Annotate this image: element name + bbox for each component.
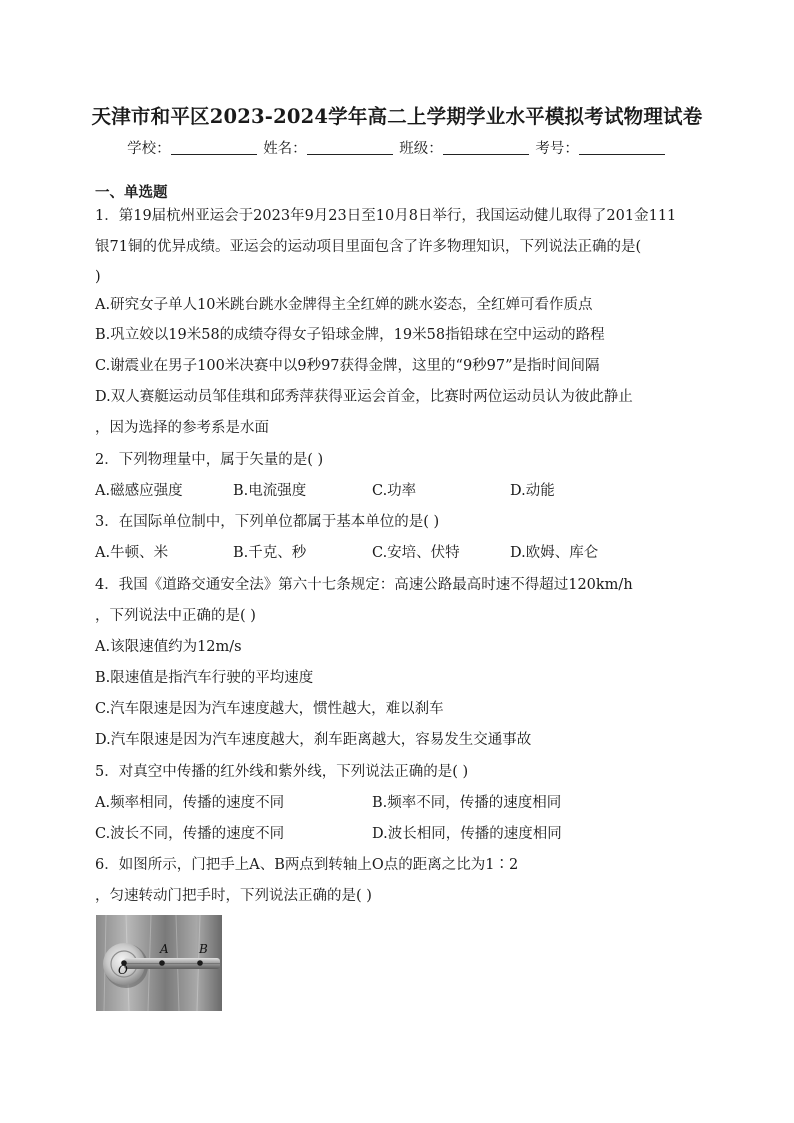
student-info-row [0, 137, 794, 158]
q1-stem-line2: 银71铜的优异成绩。亚运会的运动项目里面包含了许多物理知识，下列说法正确的是( [95, 239, 642, 255]
q4-stem-line1: 4．我国《道路交通安全法》第六十七条规定：高速公路最高时速不得超过120km/h [95, 577, 633, 593]
class-blank[interactable] [443, 140, 529, 155]
q1-option-b: B.巩立姣以19米58的成绩夺得女子铅球金牌，19米58指铅球在空中运动的路程 [95, 327, 605, 343]
q3-option-a: A.牛顿、米 [95, 545, 169, 561]
point-a-dot [159, 960, 165, 966]
school-blank[interactable] [171, 140, 257, 155]
q5-option-c: C.波长不同，传播的速度不同 [95, 826, 285, 842]
q1-stem-line3: ) [95, 269, 101, 285]
q1-option-d-line2: ，因为选择的参考系是水面 [95, 420, 269, 436]
q2-stem: 2．下列物理量中，属于矢量的是( ) [95, 452, 324, 468]
q4-option-b: B.限速值是指汽车行驶的平均速度 [95, 670, 314, 686]
q3-option-b: B.千克、秒 [233, 545, 307, 561]
q3-option-c: C.安培、伏特 [372, 545, 460, 561]
q3-stem: 3．在国际单位制中，下列单位都属于基本单位的是( ) [95, 514, 440, 530]
q5-option-a: A.频率相同，传播的速度不同 [95, 795, 285, 811]
point-a-label: A [160, 942, 169, 956]
q4-stem-line2: ，下列说法中正确的是( ) [95, 608, 256, 624]
q4-option-c: C.汽车限速是因为汽车速度越大，惯性越大，难以刹车 [95, 701, 444, 717]
number-blank[interactable] [579, 140, 665, 155]
number-label: 考号： [535, 141, 579, 157]
page-title: 天津市和平区2023-2024学年高二上学期学业水平模拟考试物理试卷 [91, 105, 703, 128]
point-b-label: B [199, 942, 208, 956]
q2-option-b: B.电流强度 [233, 483, 307, 499]
door-handle-figure [96, 915, 222, 1011]
q2-option-c: C.功率 [372, 483, 417, 499]
name-blank[interactable] [307, 140, 393, 155]
q1-option-c: C.谢震业在男子100米决赛中以9秒97获得金牌，这里的“9秒97”是指时间间隔 [95, 358, 600, 374]
q4-option-a: A.该限速值约为12m/s [95, 639, 242, 655]
q5-option-b: B.频率不同，传播的速度相同 [372, 795, 562, 811]
q2-option-d: D.动能 [510, 483, 555, 499]
name-label: 姓名： [263, 141, 307, 157]
q5-option-d: D.波长相同，传播的速度相同 [372, 826, 562, 842]
q6-stem-line1: 6．如图所示，门把手上A、B两点到转轴上O点的距离之比为1∶2 [95, 857, 519, 873]
q4-option-d: D.汽车限速是因为汽车速度越大，刹车距离越大，容易发生交通事故 [95, 732, 532, 748]
q1-option-d-line1: D.双人赛艇运动员邹佳琪和邱秀萍获得亚运会首金，比赛时两位运动员认为彼此静止 [95, 389, 633, 405]
point-o-label: O [118, 963, 128, 977]
school-label: 学校： [127, 141, 171, 157]
class-label: 班级： [399, 141, 443, 157]
q6-stem-line2: ，匀速转动门把手时，下列说法正确的是( ) [95, 888, 372, 904]
q2-option-a: A.磁感应强度 [95, 483, 183, 499]
section-heading: 一、单选题 [95, 184, 168, 201]
q1-stem-line1: 1．第19届杭州亚运会于2023年9月23日至10月8日举行，我国运动健儿取得了201金111 [95, 208, 677, 224]
q3-option-d: D.欧姆、库仑 [510, 545, 599, 561]
q5-stem: 5．对真空中传播的红外线和紫外线，下列说法正确的是( ) [95, 764, 469, 780]
door-handle-image [96, 915, 222, 1011]
point-b-dot [197, 960, 203, 966]
q1-option-a: A.研究女子单人10米跳台跳水金牌得主全红婵的跳水姿态，全红婵可看作质点 [95, 297, 593, 313]
